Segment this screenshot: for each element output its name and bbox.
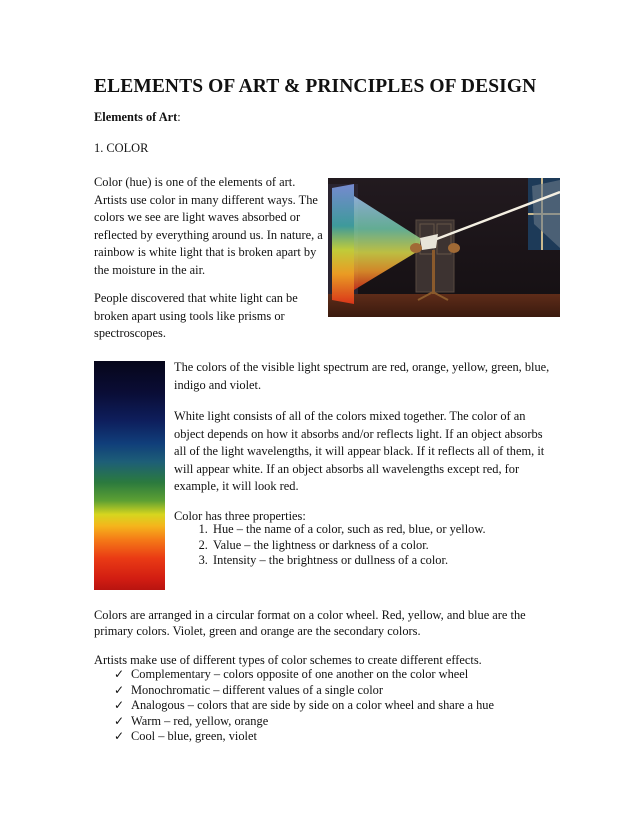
page-title: ELEMENTS OF ART & PRINCIPLES OF DESIGN [94,76,537,97]
schemes-list [114,667,494,745]
prism-illustration [328,178,560,317]
list-item: 2. Value – the lightness or darkness of a color. [211,538,486,554]
list-item [114,698,494,714]
checkmark-icon: ✓ [114,667,125,681]
scheme-text: Cool – blue, green, violet [131,729,257,743]
properties-list [192,522,486,569]
subheading-text: Elements of Art [94,110,178,124]
paragraph-white-light: White light consists of all of the colors mixed together. The color of an object depends on how it absorbs and/or reflects light. If an object absorbs all of the light wavelengths, it will appear black. If it reflects all of them, it will appear white. If an object absorbs all wavelengths except red, for example, it will look red. [174,409,545,493]
checkmark-icon: ✓ [114,713,125,728]
list-item [114,667,494,683]
schemes-heading: Artists make use of different types of color schemes to create different effects. [94,653,482,667]
paragraph-color-wheel: Colors are arranged in a circular format on a color wheel. Red, yellow, and blue are the primary colors. Violet, green and orange are the secondary colors. [94,608,526,638]
scheme-text: Monochromatic – different values of a single color [131,682,383,697]
checkmark-icon: ✓ [114,729,125,743]
list-item [114,683,494,699]
section-number: 1. COLOR [94,141,149,155]
paragraph-hue: Color (hue) is one of the elements of art. Artists use color in many different ways. The colors we see are light waves absorbed or reflected by everything around us. In nature, a rainbow is white light that is broken apart by the moisture in the air. [94,175,323,277]
list-item [114,714,494,730]
list-item: 3. Intensity – the brightness or dullness of a color. [211,553,486,569]
properties-heading: Color has three properties: [174,509,306,523]
scheme-text: Warm – red, yellow, orange [131,713,269,728]
paragraph-spectrum: The colors of the visible light spectrum are red, orange, yellow, green, blue, indigo and violet. [174,360,550,392]
subheading-colon: : [177,110,181,124]
checkmark-icon: ✓ [114,698,125,712]
list-item: 1. Hue – the name of a color, such as red, blue, or yellow. [211,522,486,538]
checkmark-icon: ✓ [114,682,125,697]
list-item [114,729,494,745]
scheme-text: Complementary – colors opposite of one another on the color wheel [131,667,469,681]
subheading [94,110,181,125]
paragraph-prisms: People discovered that white light can be broken apart using tools like prisms or spectroscopes. [94,291,298,340]
scheme-text: Analogous – colors that are side by side on a color wheel and share a hue [131,698,495,712]
spectrum-image [94,361,165,590]
